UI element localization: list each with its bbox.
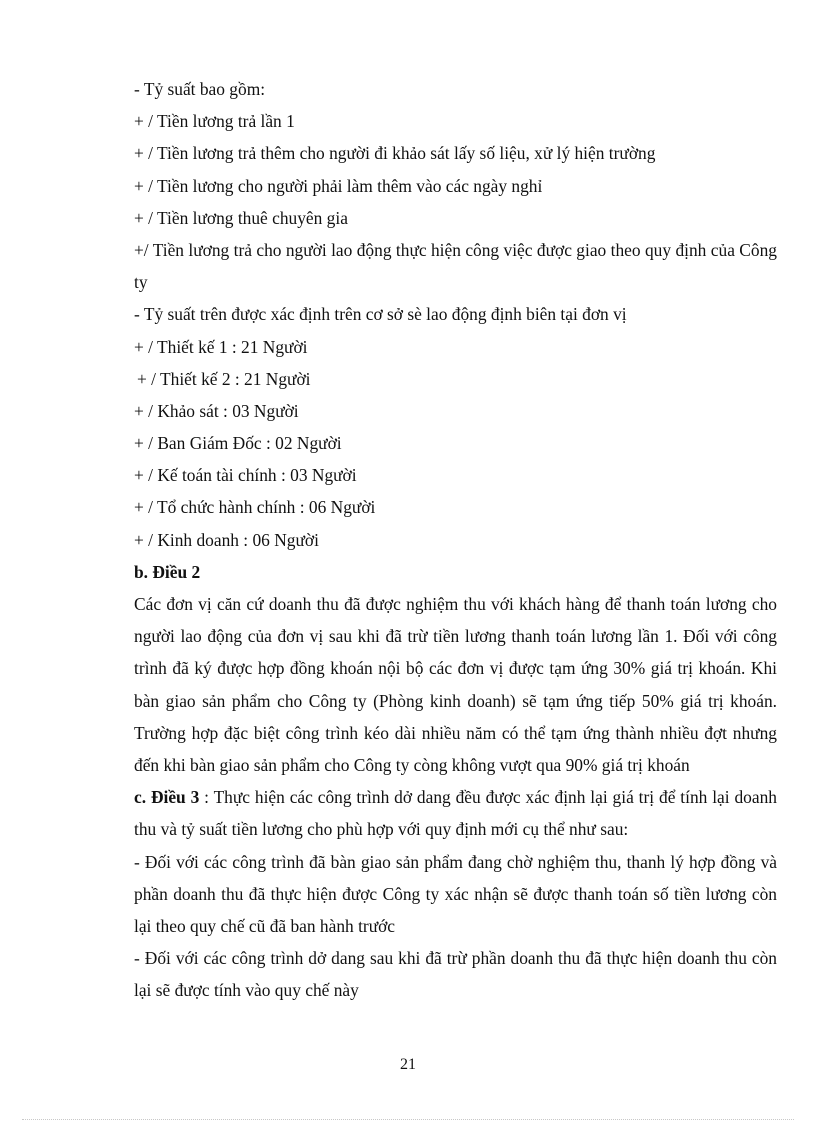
text-line: + / Kinh doanh : 06 Người <box>134 529 319 550</box>
paragraph-dieu3-text: : Thực hiện các công trình dở dang đều được xác định lại giá trị để tính lại doanh thu và tỷ suất tiền lương cho phù hợp với quy định mới cụ thể như sau: <box>134 787 777 840</box>
page-number: 21 <box>400 1056 416 1073</box>
section-heading: b. Điều 2 <box>134 561 201 582</box>
paragraph-contract: +/ Tiền lương trả cho người lao động thực hiện công việc được giao theo quy định của Công ty <box>134 239 777 293</box>
text-line: + / Thiết kế 1 : 21 Người <box>134 336 308 357</box>
text-line: + / Khảo sát : 03 Người <box>134 400 299 421</box>
text-line: + / Tiền lương cho người phải làm thêm vào các ngày nghỉ <box>134 175 543 196</box>
text-line: + / Kế toán tài chính : 03 Người <box>134 465 357 486</box>
text-line: + / Tổ chức hành chính : 06 Người <box>134 497 376 518</box>
text-line: - Tỷ suất bao gồm: <box>134 79 266 99</box>
section-heading: c. Điều 3 <box>134 787 200 808</box>
paragraph-dieu2: Các đơn vị căn cứ doanh thu đã được nghiệm thu với khách hàng để thanh toán lương cho người lao động của đơn vị sau khi đã trừ tiền lương thanh toán lương lần 1. Đối với công trình đã ký được hợp đồng khoán nội bộ các đơn vị được tạm ứng 30% giá trị khoán. Khi bàn giao sản phẩm cho Công ty (Phòng kinh doanh) sẽ tạm ứng tiếp 50% giá trị khoán. Trường hợp đặc biệt công trình kéo dài nhiều năm có thể tạm ứng thành nhiều đợt nhưng đến khi bàn giao sản phẩm cho Công ty còng không vượt qua 90% giá trị khoán <box>134 594 777 776</box>
text-line: + / Tiền lương thuê chuyên gia <box>134 207 348 228</box>
paragraph-dieu3 <box>134 781 777 845</box>
page-bottom-divider <box>22 1119 794 1120</box>
document-body <box>134 73 777 1007</box>
text-line: + / Ban Giám Đốc : 02 Người <box>134 433 342 454</box>
paragraph-dieu3-item: - Đối với các công trình đã bàn giao sản phẩm đang chờ nghiệm thu, thanh lý hợp đồng và phần doanh thu đã thực hiện được Công ty xác nhận sẽ được thanh toán số tiền lương còn lại theo quy chế cũ đã ban hành trước <box>134 851 777 937</box>
text-line: + / Thiết kế 2 : 21 Người <box>137 368 311 389</box>
text-line: + / Tiền lương trả lần 1 <box>134 111 295 132</box>
paragraph-dieu3-item: - Đối với các công trình dở dang sau khi đã trừ phần doanh thu đã thực hiện doanh thu còn lại sẽ được tính vào quy chế này <box>134 948 777 1001</box>
text-line: - Tỷ suất trên được xác định trên cơ sở sè lao động định biên tại đơn vị <box>134 304 627 325</box>
text-line: + / Tiền lương trả thêm cho người đi khảo sát lấy số liệu, xử lý hiện trường <box>134 143 656 164</box>
